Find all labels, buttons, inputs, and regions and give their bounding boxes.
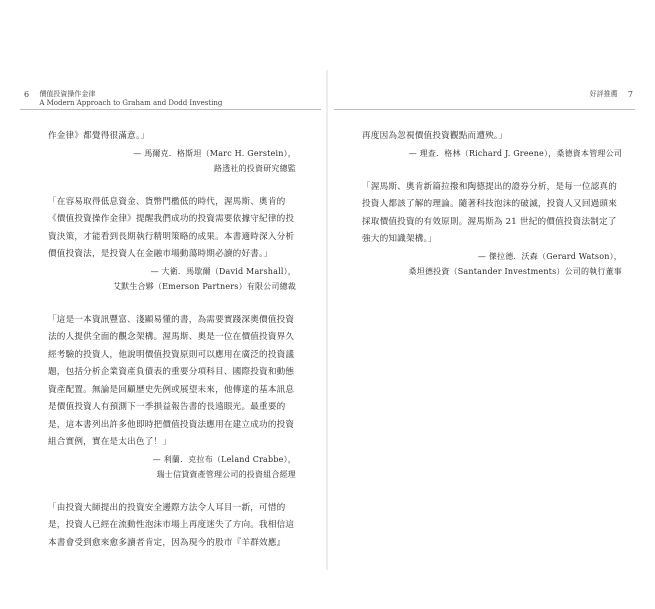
testimonial-quote: 「在容易取得低息資金、貨幣門檻低的時代，渥馬斯、奧肯的《價值投資操作金律》提醒我們成功的投資需要依據守紀律的投資決策，才能看到長期執行精明策略的成果。本書適時深入分析價值投資法，是投資人在金融市場動蕩時期必讀的好書。」 [48, 196, 295, 259]
testimonial-organization: 桑坦德投資（Santander Investments）公司的執行董事 [408, 266, 622, 276]
left-page-content [48, 128, 296, 552]
book-title: 價值投資操作金律 [39, 90, 96, 98]
testimonial-block [48, 500, 296, 553]
right-page-number: 7 [627, 90, 633, 99]
right-page [328, 0, 655, 609]
testimonial-author: — 利蘭．克拉布（Leland Crabbe）， [152, 454, 296, 464]
right-page-header [590, 90, 633, 99]
book-subtitle: A Modern Approach to Graham and Dodd Investing [39, 99, 223, 107]
testimonial-author: — 大衛．馬歇爾（David Marshall）， [150, 266, 296, 276]
testimonial-author: — 理查．格林（Richard J. Greene），桑德資本管理公司 [408, 148, 622, 158]
testimonial-organization: 艾默生合夥（Emerson Partners）有限公司總裁 [112, 281, 296, 291]
testimonial-organization: 瑞士信貸資產管理公司的投資組合經理 [156, 469, 296, 479]
testimonial-author: — 馬爾克．格斯坦（Marc H. Gerstein）， [133, 148, 296, 158]
testimonial-organization: 路透社的投資研究總監 [214, 163, 296, 173]
testimonial-block [48, 312, 296, 482]
left-page-number: 6 [24, 90, 30, 99]
testimonial-block [48, 194, 296, 294]
testimonial-quote: 「這是一本資訊豐富、淺顯易懂的書，為需要實踐深奧價值投資法的人提供全面的觀念架構。渥馬斯、奧是一位在價值投資界久經考驗的投資人，他說明價值投資原則可以應用在廣泛的投資議題，包括分析企業資產負債表的重要分項科目、國際投資和動態資產配置。無論是回顧歷史先例或展望未來，他傳達的基本訊息是價值投資人有預測下一季損益報告書的長遠眼光。最重要的是，這本書列出許多他即時把價值投資法應用在建立成功的投資組合實例，實在是太出色了！」 [48, 314, 295, 447]
left-header-rule [20, 109, 321, 110]
testimonial-author: — 傑拉德．沃森（Gerard Watson）， [477, 251, 622, 261]
testimonial-quote: 作金律》都覺得很滿意。」 [48, 131, 150, 141]
testimonial-block [362, 179, 622, 279]
testimonial-quote: 再度因為忽視價值投資觀點而遭殃。」 [362, 131, 508, 141]
right-header-rule [334, 109, 635, 110]
testimonial-block [48, 128, 296, 176]
left-page [0, 0, 327, 609]
testimonial-quote: 「渥馬斯、奧肯新篇拉撥和陶德提出的證券分析，是每一位認真的投資人都該了解的理論。隨著科技泡沫的破滅，投資人又回過頭來採取價值投資的有效原則。渥馬斯為 21 世紀的價值投資法制定了強大的知識架構。」 [362, 181, 618, 244]
section-title: 好評推薦 [589, 90, 618, 98]
testimonial-block [362, 128, 622, 161]
right-page-content [362, 128, 622, 279]
testimonial-quote: 「由投資大師提出的投資安全邊際方法令人耳目一新，可惜的是，投資人已經在流動性泡沫市場上再度迷失了方向。我相信這本書會受到愈來愈多讀者肯定，因為現今的股市『羊群效應』 [48, 502, 295, 548]
left-page-header [24, 90, 222, 108]
